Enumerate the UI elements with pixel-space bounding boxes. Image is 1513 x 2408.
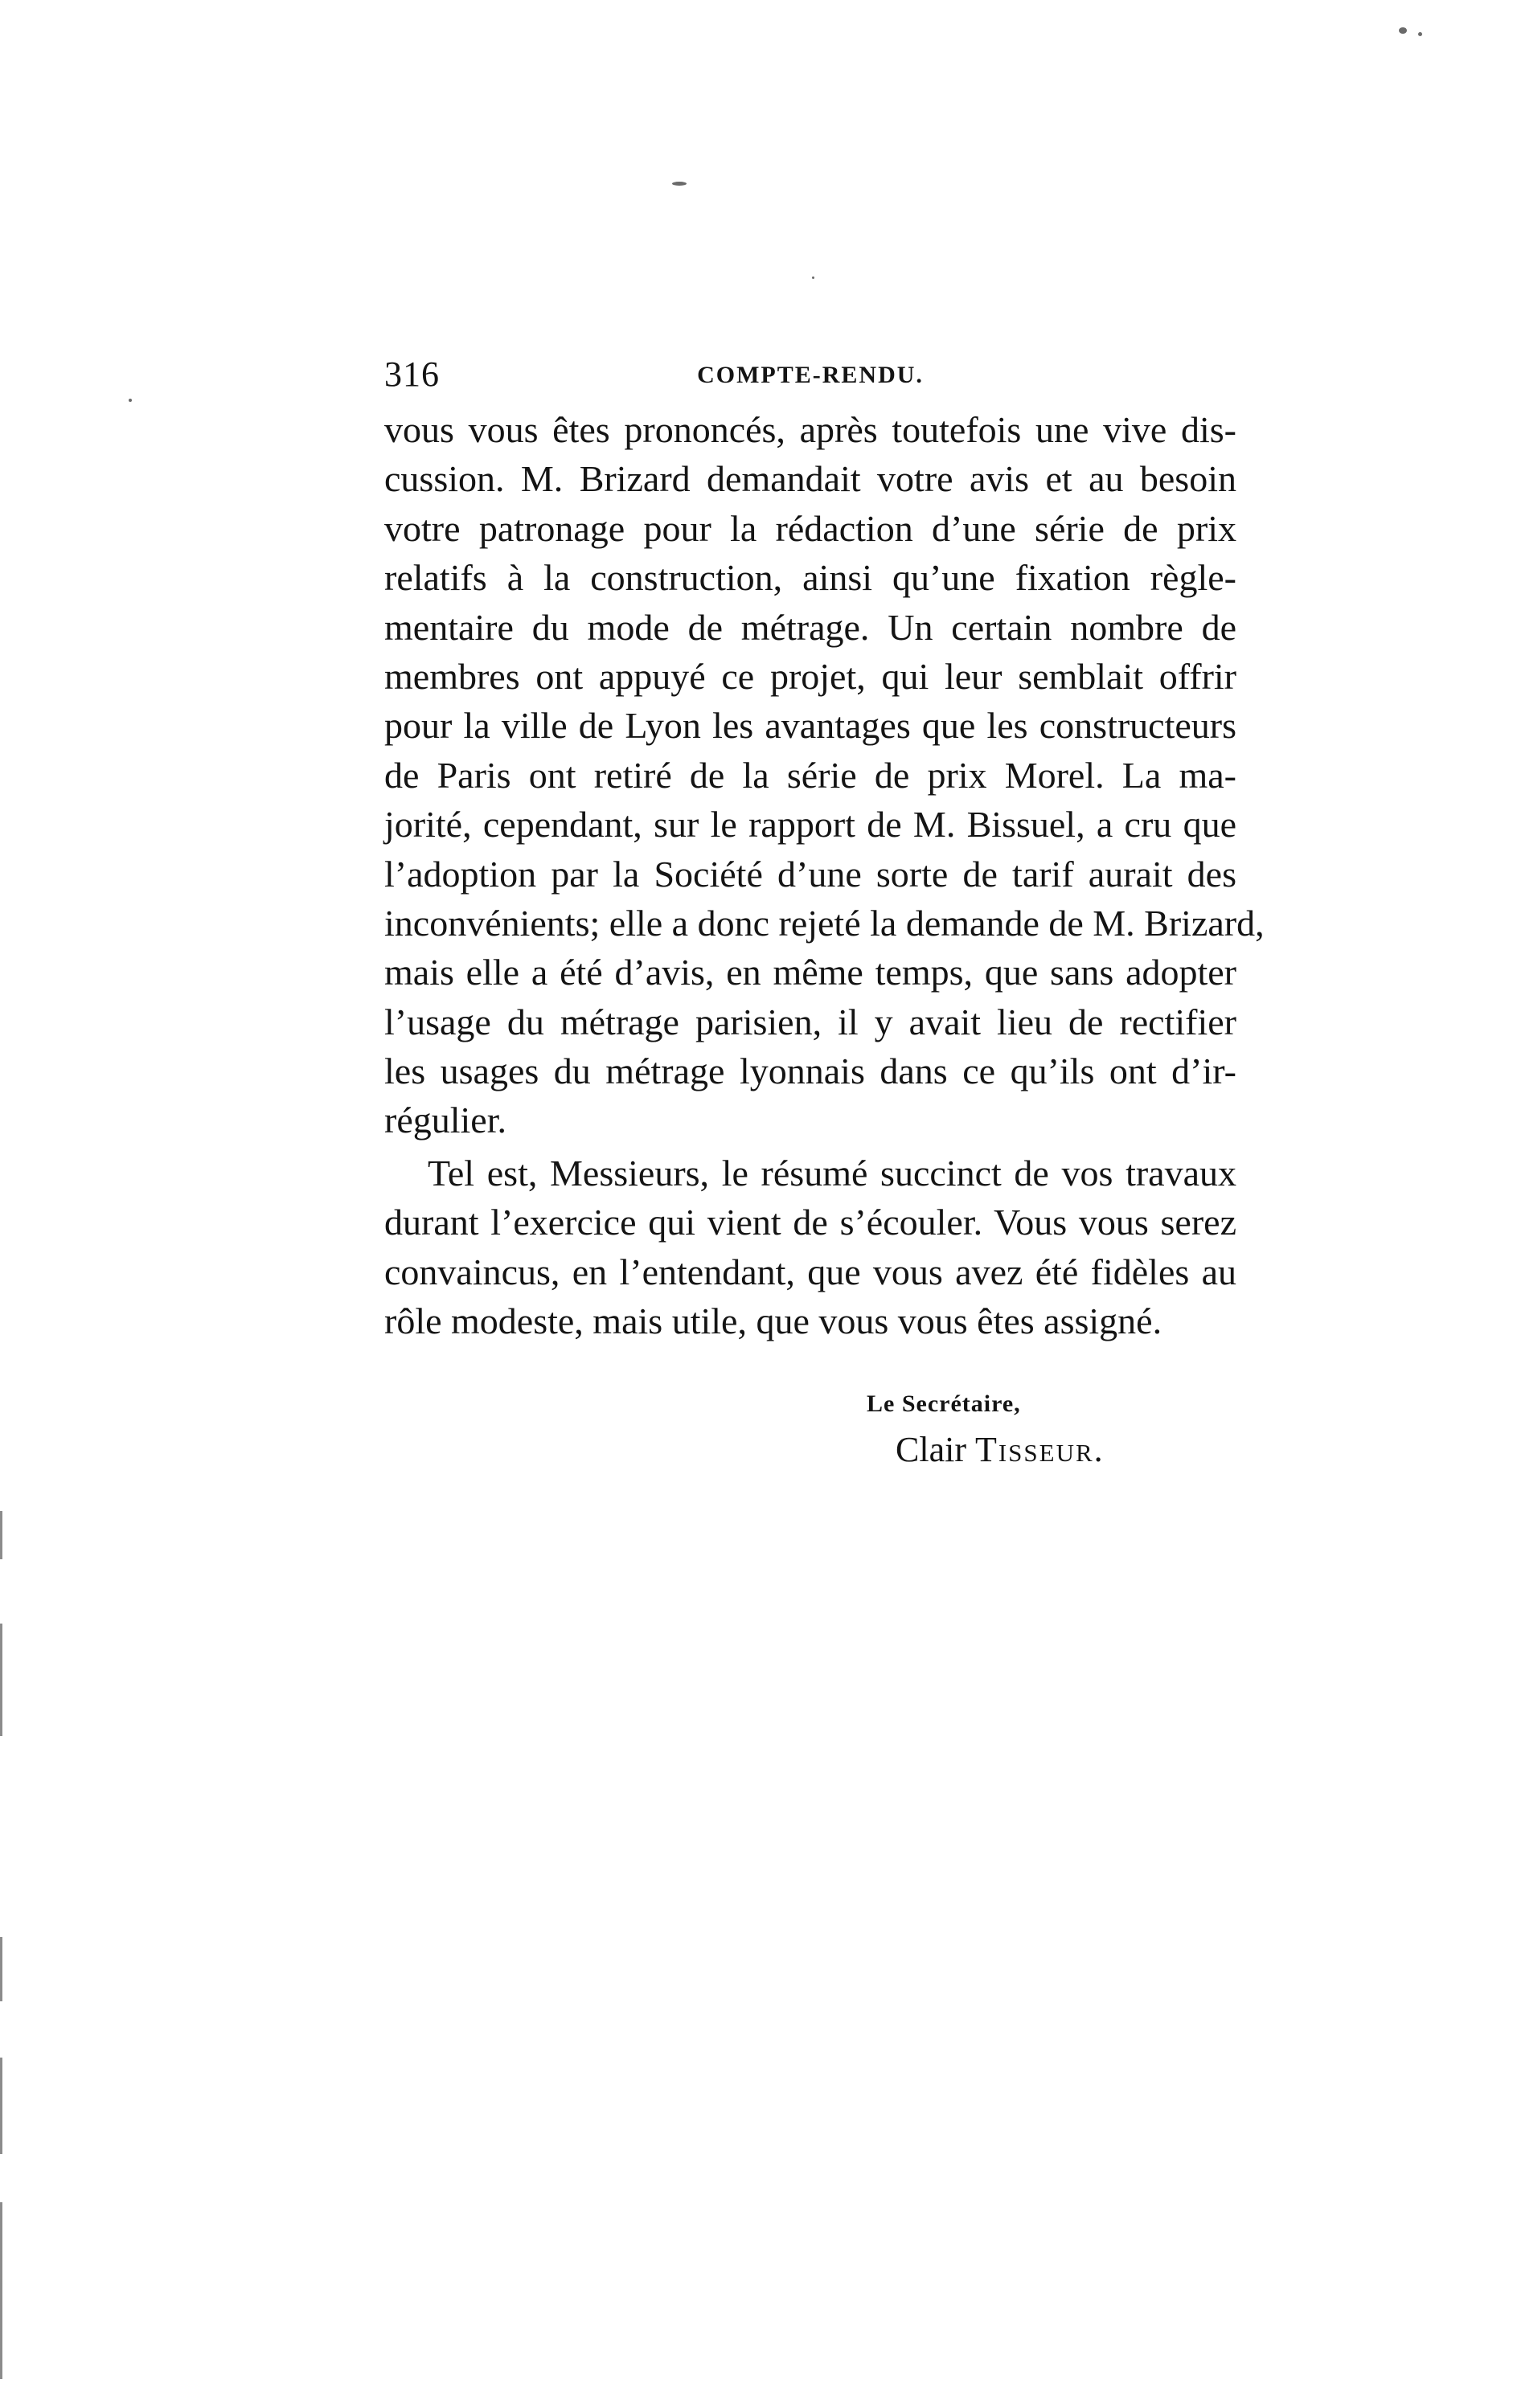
text-line: l’usage du métrage parisien, il y avait lieu de rectifier <box>384 1001 1236 1042</box>
scan-speck <box>1399 27 1407 34</box>
text-line: cussion. M. Brizard demandait votre avis et au besoin <box>384 458 1236 500</box>
scan-edge-line <box>0 1937 2 2001</box>
text-line: rôle modeste, mais utile, que vous vous êtes assigné. <box>384 1300 1162 1342</box>
page-number: 316 <box>384 354 440 394</box>
text-line: mentaire du mode de métrage. Un certain nombre de <box>384 606 1236 648</box>
signature-last-name: Tisseur. <box>974 1430 1105 1469</box>
text-line: durant l’exercice qui vient de s’écouler. Vous vous serez <box>384 1202 1236 1243</box>
signature-title: Le Secrétaire, <box>867 1390 1021 1417</box>
text-line: l’adoption par la Société d’une sorte de tarif aurait des <box>384 853 1236 895</box>
text-line: jorité, cependant, sur le rapport de M. Bissuel, a cru que <box>384 804 1236 846</box>
scan-speck <box>672 182 687 186</box>
scan-speck <box>812 276 814 279</box>
text-line: membres ont appuyé ce projet, qui leur semblait offrir <box>384 655 1236 697</box>
scan-speck <box>129 399 132 402</box>
text-line: relatifs à la construction, ainsi qu’une fixation règle- <box>384 557 1236 599</box>
scan-edge-line <box>0 1511 2 1559</box>
text-line: convaincus, en l’entendant, que vous avez été fidèles au <box>384 1251 1236 1292</box>
text-line: les usages du métrage lyonnais dans ce qu’ils ont d’ir- <box>384 1050 1236 1092</box>
scan-speck <box>1418 32 1422 36</box>
scan-edge-line <box>0 2202 2 2379</box>
text-line: mais elle a été d’avis, en même temps, que sans adopter <box>384 952 1236 993</box>
page-header <box>384 354 1236 402</box>
body-text <box>384 405 1265 1345</box>
scan-edge-line <box>0 1624 2 1736</box>
text-line: votre patronage pour la rédaction d’une série de prix <box>384 507 1236 549</box>
text-line: régulier. <box>384 1100 506 1141</box>
text-line: pour la ville de Lyon les avantages que les constructeurs <box>384 705 1236 747</box>
text-line: de Paris ont retiré de la série de prix Morel. La ma- <box>384 754 1236 796</box>
running-title: COMPTE-RENDU. <box>697 362 924 388</box>
signature-first-name: Clair <box>896 1430 966 1469</box>
text-line: vous vous êtes prononcés, après toutefois une vive dis- <box>384 409 1236 450</box>
signature-name <box>896 1429 1105 1470</box>
text-line: Tel est, Messieurs, le résumé succinct de vos travaux <box>428 1152 1236 1194</box>
scan-edge-line <box>0 2058 2 2154</box>
text-line: inconvénients; elle a donc rejeté la demande de M. Brizard, <box>384 902 1265 944</box>
